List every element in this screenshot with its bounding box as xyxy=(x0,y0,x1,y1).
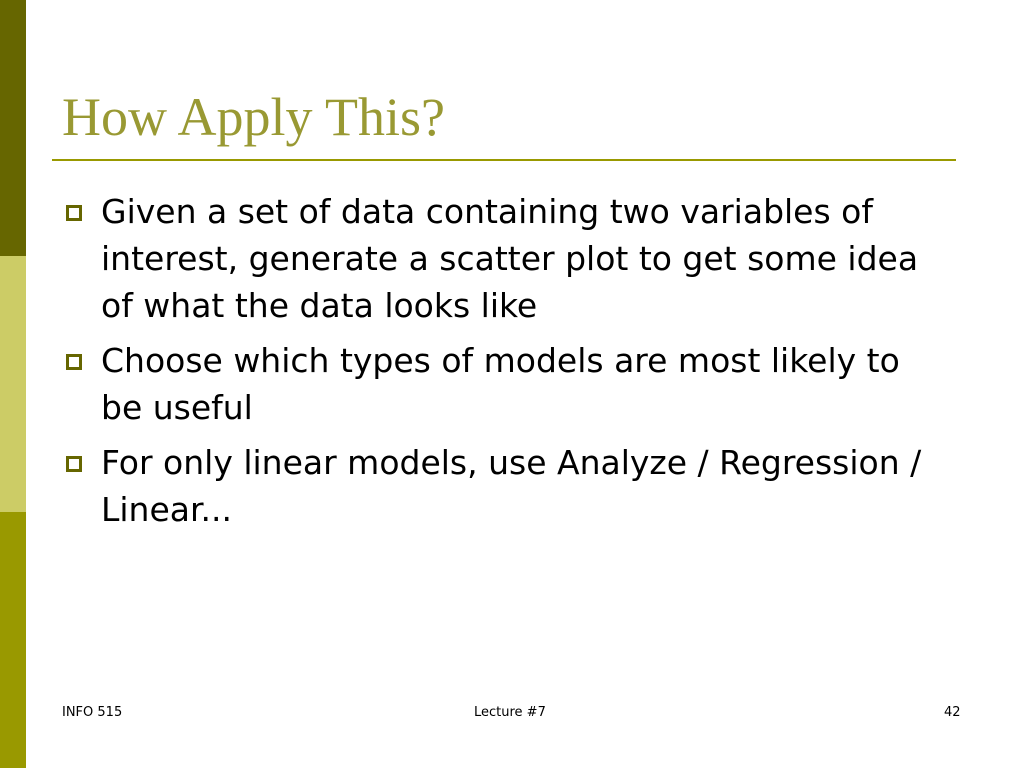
side-accent-bar-top xyxy=(0,0,26,256)
bullet-item xyxy=(62,337,942,431)
bullet-item xyxy=(62,439,942,533)
hollow-square-bullet-icon xyxy=(66,354,82,370)
title-underline-rule xyxy=(52,159,956,161)
bullet-text: Choose which types of models are most likely to be useful xyxy=(101,341,900,427)
hollow-square-bullet-icon xyxy=(66,456,82,472)
bullet-list xyxy=(62,188,942,541)
footer-lecture: Lecture #7 xyxy=(474,705,546,720)
footer-course: INFO 515 xyxy=(62,705,123,720)
bullet-text: Given a set of data containing two variables of interest, generate a scatter plot to get some idea of what the data looks like xyxy=(101,192,919,325)
side-accent-bar-middle xyxy=(0,256,26,512)
footer-page-number: 42 xyxy=(944,705,961,720)
slide-title: How Apply This? xyxy=(62,87,446,147)
bullet-item xyxy=(62,188,942,329)
hollow-square-bullet-icon xyxy=(66,205,82,221)
bullet-text: For only linear models, use Analyze / Regression / Linear... xyxy=(101,443,922,529)
side-accent-bar-bottom xyxy=(0,512,26,768)
